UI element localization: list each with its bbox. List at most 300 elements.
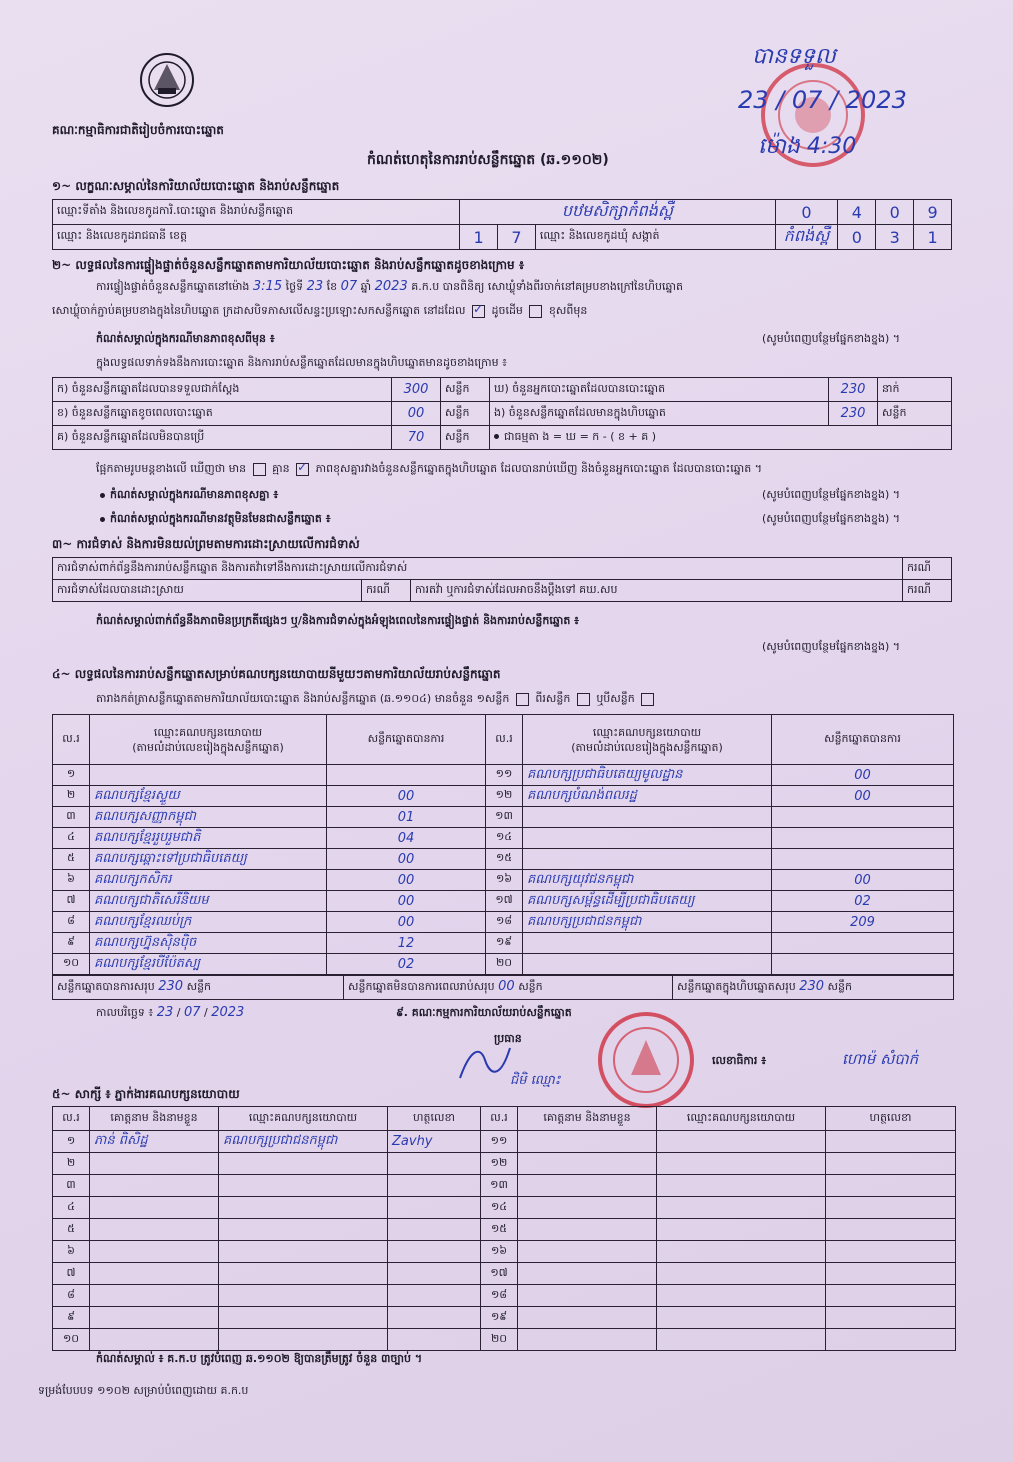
witness-header-no-right: ល.រ: [481, 1107, 518, 1131]
month-label: ខែ: [326, 280, 338, 293]
witness-name: [518, 1263, 657, 1285]
party-votes: 00: [327, 891, 486, 912]
witness-number: ៥: [53, 1219, 90, 1241]
witness-party: [219, 1263, 388, 1285]
party-votes: 01: [327, 807, 486, 828]
witness-number: ១៤: [481, 1197, 518, 1219]
ballot-count-table: [52, 377, 952, 450]
witness-row: [53, 1153, 956, 1175]
witness-signature: [388, 1175, 481, 1197]
committee-label: ៩. គណៈកម្មការការិយាល័យរាប់សន្លឹកឆ្នោត: [396, 1006, 572, 1019]
witness-signature: [826, 1329, 956, 1351]
witness-name: [518, 1307, 657, 1329]
formula-label: ជាធម្មតា ង = ឃ = ក - ( ខ + គ ): [504, 429, 656, 443]
witness-signature: [826, 1285, 956, 1307]
total-box-label: សន្លឹកឆ្នោតក្នុងហិបឆ្នោតសរុប: [677, 980, 796, 993]
no-discrepancy-checkbox[interactable]: [296, 463, 309, 476]
formula-bullet: [494, 434, 499, 439]
party-row: [53, 765, 954, 786]
chair-label: ប្រធាន: [494, 1032, 522, 1045]
witness-row: [53, 1175, 956, 1197]
year-label: ឆ្នាំ: [360, 280, 372, 293]
witness-name: [90, 1197, 219, 1219]
totals-table: [52, 975, 954, 1000]
province-code-2: 7: [498, 225, 536, 250]
objections-unit: ករណី: [903, 558, 952, 580]
discrepancy-note-label: កំណត់សម្គាល់ក្នុងករណីមានភាពខុសគ្នា ៖: [110, 488, 279, 501]
discrepancy-tail: ភាពខុសគ្នារវាងចំនួនសន្លឹកឆ្នោតក្នុងហិបឆ្នោត ដែលបានរាប់ឃើញ និងចំនួនអ្នកបោះឆ្នោត ដែលបានបោះឆ្នោត ។: [315, 462, 762, 475]
witness-row: [53, 1307, 956, 1329]
party-votes: 02: [327, 954, 486, 975]
resolved-objections-unit: ករណី: [362, 580, 411, 602]
chair-signature: [455, 1040, 515, 1084]
witness-party: [657, 1263, 826, 1285]
witness-name: [518, 1329, 657, 1351]
party-votes: 02: [772, 891, 954, 912]
party-name: គណបក្សប្រជាជនកម្ពុជា: [523, 912, 772, 933]
col-header-party: [90, 715, 327, 765]
commune-code-2: 3: [876, 225, 914, 250]
party-number: ៩: [53, 933, 90, 954]
appeal-objections-label: ការតវ៉ា ឬការជំទាស់ដែលអាចនឹងប្តឹងទៅ គឃ.សប: [411, 580, 903, 602]
secretary-name: ហោម៉ សំបាក់: [842, 1050, 919, 1068]
section5-title: ៥~ សាក្សី ៖ ភ្នាក់ងារគណបក្សនយោបាយ: [52, 1087, 240, 1101]
witness-number: ១១: [481, 1131, 518, 1153]
total-valid-label: សន្លឹកឆ្នោតបានការសរុប: [57, 980, 155, 993]
witness-number: ៧: [53, 1263, 90, 1285]
witness-party: [657, 1219, 826, 1241]
col-header-no-right: ល.រ: [486, 715, 523, 765]
verification-year: 2023: [374, 279, 408, 294]
party-votes: [772, 954, 954, 975]
total-valid: [53, 976, 344, 1000]
section1-title: ១~ លក្ខណៈសម្គាល់នៃការិយាល័យបោះឆ្នោត និងរាប់សន្លឹកឆ្នោត: [52, 179, 340, 193]
witness-party: [219, 1285, 388, 1307]
location-value: បឋមសិក្សាកំពង់ស្ពឺ: [460, 200, 775, 225]
witness-signature: [388, 1285, 481, 1307]
party-number: ៨: [53, 912, 90, 933]
party-number: ៤: [53, 828, 90, 849]
witness-number: ១៦: [481, 1241, 518, 1263]
ballots-in-box-label: ង) ចំនួនសន្លឹកឆ្នោតដែលមានក្នុងហិបឆ្នោត: [490, 402, 829, 426]
verification-day: 23: [306, 279, 324, 294]
witness-party: [657, 1131, 826, 1153]
party-name: គណបក្សហ្វ៊ុនស៊ិនប៉ិច: [90, 933, 327, 954]
voters-voted-value: 230: [829, 378, 878, 402]
resolved-objections-label: ការជំទាស់ដែលបានដោះស្រាយ: [53, 580, 362, 602]
witness-signature: [388, 1153, 481, 1175]
party-number: ១៩: [486, 933, 523, 954]
total-box-value: 230: [799, 979, 825, 994]
province-label: ឈ្មោះ និងលេខកូដរាជធានី ខេត្ត: [53, 225, 460, 250]
party-header-line1: ឈ្មោះគណបក្សនយោបាយ: [153, 725, 263, 739]
party-name: [90, 765, 327, 786]
party-number: ១៥: [486, 849, 523, 870]
witness-signature: [826, 1175, 956, 1197]
col-header-votes-right: សន្លឹកឆ្នោតបានការ: [772, 715, 954, 765]
witness-party: [657, 1175, 826, 1197]
sheet-count-label: តារាងកត់ត្រាសន្លឹកឆ្នោតតាមការិយាល័យបោះឆ្នោត និងរាប់សន្លឹកឆ្នោត (ឆ.១១០៤) មានចំនួន ១សន្លឹក: [96, 692, 510, 705]
total-box-unit: សន្លឹក: [827, 980, 852, 993]
party-votes: 209: [772, 912, 954, 933]
witness-row: [53, 1131, 956, 1153]
stamp-date: 23 / 07 / 2023: [738, 86, 907, 114]
witness-header-party-right: ឈ្មោះគណបក្សនយោបាយ: [657, 1107, 826, 1131]
party-name: គណបក្សខ្មែរបីប៉ែតស្ប: [90, 954, 327, 975]
section4-title: ៤~ លទ្ធផលនៃការរាប់សន្លឹកឆ្នោតសម្រាប់គណបក្សនយោបាយនីមួយៗតាមការិយាល័យរាប់សន្លឹកឆ្នោត: [52, 667, 501, 681]
party-number: ៦: [53, 870, 90, 891]
witness-number: ៨: [53, 1285, 90, 1307]
witness-party: [219, 1175, 388, 1197]
witness-name: [518, 1219, 657, 1241]
location-code-1: 0: [775, 200, 838, 225]
party-number: ១៣: [486, 807, 523, 828]
witness-signature: Zavhy: [388, 1131, 481, 1153]
witness-signature: [826, 1307, 956, 1329]
irregularity-note-fill: (សូមបំពេញបន្ថែមផ្នែកខាងខ្នង) ។: [762, 640, 901, 653]
party-votes: 12: [327, 933, 486, 954]
total-invalid-label: សន្លឹកឆ្នោតមិនបានការពេលរាប់សរុប: [348, 980, 495, 993]
party-name: គណបក្សបំណង់ពលរដ្ឋ: [523, 786, 772, 807]
party-number: ១: [53, 765, 90, 786]
voters-voted-label: ឃ) ចំនួនអ្នកបោះឆ្នោតដែលបានបោះឆ្នោត: [490, 378, 829, 402]
foreign-object-note-label: កំណត់សម្គាល់ក្នុងករណីមានវត្ថុមិនមែនជាសន្លឹកឆ្នោត ៖: [110, 512, 331, 525]
total-invalid-value: 00: [498, 979, 515, 994]
same-option-label: ដូចដើម: [491, 304, 523, 317]
different-checkbox[interactable]: [529, 305, 542, 318]
spoiled-ballots-value: 00: [392, 402, 441, 426]
party-votes: [772, 828, 954, 849]
witness-table: [52, 1106, 956, 1351]
verification-time: 3:15: [252, 279, 283, 294]
party-header-line1-right: ឈ្មោះគណបក្សនយោបាយ: [592, 725, 702, 739]
party-votes: 00: [772, 786, 954, 807]
unused-ballots-unit: សន្លឹក: [441, 426, 490, 450]
witness-name: [90, 1241, 219, 1263]
chair-name: ជិមិ ឈ្មោះ: [510, 1073, 561, 1088]
spoiled-ballots-unit: សន្លឹក: [441, 402, 490, 426]
unused-ballots-label: គ) ចំនួនសន្លឹកឆ្នោតដែលមិនបានប្រើ: [53, 426, 392, 450]
party-name: គណបក្សសញ្ញាកម្ពុជា: [90, 807, 327, 828]
party-votes: 00: [772, 870, 954, 891]
party-name: គណបក្សខ្មែររួបរួមជាតិ: [90, 828, 327, 849]
party-name: គណបក្សកសិករ: [90, 870, 327, 891]
discrepancy-intro: ផ្អែកតាមរូបមន្តខាងលើ ឃើញថា មាន: [96, 462, 247, 475]
witness-header-party: ឈ្មោះគណបក្សនយោបាយ: [219, 1107, 388, 1131]
one-sheet-checkbox[interactable]: [516, 693, 529, 706]
party-row: [53, 891, 954, 912]
witness-name: [518, 1241, 657, 1263]
witness-signature: [388, 1197, 481, 1219]
witness-number: ៣: [53, 1175, 90, 1197]
three-sheets-label: ឬបីសន្លឹក: [596, 692, 635, 705]
witness-row: [53, 1329, 956, 1351]
witness-number: ១២: [481, 1153, 518, 1175]
footnote: កំណត់សម្គាល់ ៖ គ.ក.ប ត្រូវបំពេញ ឆ.១១០២ ឱ្យបានត្រឹមត្រូវ ចំនួន ៣ច្បាប់ ។: [96, 1352, 423, 1365]
witness-row: [53, 1219, 956, 1241]
witness-number: ១៧: [481, 1263, 518, 1285]
party-name: គណបក្សយុវជនកម្ពុជា: [523, 870, 772, 891]
party-row: [53, 786, 954, 807]
province-code-1: 1: [460, 225, 498, 250]
witness-header-name-right: គោត្តនាម និងនាមខ្លួន: [518, 1107, 657, 1131]
objections-table: [52, 557, 952, 602]
witness-number: ១៨: [481, 1285, 518, 1307]
witness-party: [219, 1197, 388, 1219]
commune-value: កំពង់ស្ពឺ: [775, 225, 838, 250]
ballots-in-box-unit: សន្លឹក: [878, 402, 952, 426]
witness-name: ភាន់ ពិសិដ្ឋ: [90, 1131, 219, 1153]
party-number: ១៨: [486, 912, 523, 933]
party-number: ១០: [53, 954, 90, 975]
witness-name: [90, 1153, 219, 1175]
witness-number: ១០: [53, 1329, 90, 1351]
witness-name: [90, 1219, 219, 1241]
formula-text: [490, 426, 952, 450]
page-title: កំណត់ហេតុនៃការរាប់សន្លឹកឆ្នោត (ឆ.១១០២): [367, 152, 609, 168]
party-name: គណបក្សខ្មែរឈប់ក្រ: [90, 912, 327, 933]
party-votes: 00: [327, 870, 486, 891]
party-row: [53, 954, 954, 975]
different-option-label: ខុសពីមុន: [548, 304, 588, 317]
party-row: [53, 933, 954, 954]
verification-line1-tail: គ.ក.ប បានពិនិត្យ សោឃ្លុំទាំងពីរចាក់នៅគម្របខាងក្រៅនៃហិបឆ្នោត: [411, 280, 683, 293]
unused-ballots-value: 70: [392, 426, 441, 450]
verification-line1: [96, 280, 683, 294]
signing-day: 23: [156, 1005, 174, 1020]
party-number: ២០: [486, 954, 523, 975]
witness-party: [657, 1307, 826, 1329]
party-votes: [772, 849, 954, 870]
party-number: ១២: [486, 786, 523, 807]
commune-label: ឈ្មោះ និងលេខកូដឃុំ សង្កាត់: [535, 225, 775, 250]
witness-party: [219, 1307, 388, 1329]
total-valid-unit: សន្លឹក: [186, 980, 212, 993]
witness-signature: [826, 1219, 956, 1241]
witness-name: [518, 1131, 657, 1153]
party-name: គណបក្សប្រជាធិបតេយ្យមូលដ្ឋាន: [523, 765, 772, 786]
witness-row: [53, 1263, 956, 1285]
three-sheets-checkbox[interactable]: [641, 693, 654, 706]
verification-month: 07: [340, 279, 358, 294]
witness-party: [219, 1241, 388, 1263]
ballots-in-box-value: 230: [829, 402, 878, 426]
party-results-table: [52, 714, 954, 975]
party-votes: 00: [327, 912, 486, 933]
witness-row: [53, 1241, 956, 1263]
official-seal-stamp: [596, 1010, 696, 1110]
objections-label: ការជំទាស់ពាក់ព័ន្ធនឹងការរាប់សន្លឹកឆ្នោត និងការតវ៉ាទៅនឹងការដោះស្រាយលើការជំទាស់: [53, 558, 903, 580]
witness-number: ២: [53, 1153, 90, 1175]
witness-party: [219, 1329, 388, 1351]
party-name: [523, 807, 772, 828]
party-name: [523, 954, 772, 975]
party-number: ២: [53, 786, 90, 807]
form-code: ទម្រង់បែបបទ ១១០២ សម្រាប់បំពេញដោយ គ.ក.ប: [38, 1384, 249, 1397]
commune-code-3: 1: [914, 225, 952, 250]
party-name: គណបក្សសម្ព័ន្ធដើម្បីប្រជាធិបតេយ្យ: [523, 891, 772, 912]
section2-title: ២~ លទ្ធផលនៃការផ្ទៀងផ្ទាត់ចំនួនសន្លឹកឆ្នោតតាមការិយាល័យបោះឆ្នោត និងរាប់សន្លឹកឆ្នោតដូចខាងក្រោម ៖: [52, 258, 525, 272]
location-code-4: 9: [914, 200, 952, 225]
witness-signature: [388, 1307, 481, 1329]
bullet-dot: [100, 493, 105, 498]
signing-date-label: កាលបរិច្ឆេទ ៖: [96, 1006, 154, 1019]
spoiled-ballots-label: ខ) ចំនួនសន្លឹកឆ្នោតខូចពេលបោះឆ្នោត: [53, 402, 392, 426]
witness-number: ៤: [53, 1197, 90, 1219]
org-name: គណៈកម្មាធិការជាតិរៀបចំការបោះឆ្នោត: [52, 123, 224, 137]
witness-signature: [826, 1263, 956, 1285]
witness-party: [657, 1241, 826, 1263]
witness-signature: [388, 1219, 481, 1241]
witness-signature: [388, 1241, 481, 1263]
witness-header-name: គោត្តនាម និងនាមខ្លួន: [90, 1107, 219, 1131]
party-number: ៣: [53, 807, 90, 828]
party-name: [523, 933, 772, 954]
secretary-label: លេខាធិការ ៖: [712, 1054, 767, 1067]
party-number: ១១: [486, 765, 523, 786]
received-ballots-value: 300: [392, 378, 441, 402]
total-box: [673, 976, 954, 1000]
section1-table: [52, 199, 952, 250]
stamp-time: ម៉ោង 4:30: [758, 134, 857, 159]
party-header-line2: (តាមលំដាប់លេខរៀងក្នុងសន្លឹកឆ្នោត): [132, 740, 284, 754]
results-intro: ក្នុងលទ្ធផលទាក់ទងនឹងការបោះឆ្នោត និងការរាប់សន្លឹកឆ្នោតដែលមានក្នុងហិបឆ្នោតមានដូចខាងក្រោម ៖: [96, 356, 507, 369]
witness-name: [518, 1197, 657, 1219]
party-name: គណបក្សខ្មែរស្ទួយ: [90, 786, 327, 807]
signing-month: 07: [183, 1005, 201, 1020]
witness-row: [53, 1197, 956, 1219]
party-votes: 00: [772, 765, 954, 786]
witness-party: [657, 1285, 826, 1307]
witness-header-signature-right: ហត្ថលេខា: [826, 1107, 956, 1131]
party-row: [53, 912, 954, 933]
witness-number: ១៥: [481, 1219, 518, 1241]
party-number: ១៧: [486, 891, 523, 912]
witness-number: ៦: [53, 1241, 90, 1263]
witness-party: [657, 1197, 826, 1219]
witness-row: [53, 1285, 956, 1307]
witness-name: [518, 1175, 657, 1197]
witness-header-signature: ហត្ថលេខា: [388, 1107, 481, 1131]
witness-signature: [826, 1153, 956, 1175]
witness-number: ១៣: [481, 1175, 518, 1197]
location-code-3: 0: [876, 200, 914, 225]
location-code-2: 4: [838, 200, 876, 225]
witness-signature: [826, 1131, 956, 1153]
witness-number: ១: [53, 1131, 90, 1153]
party-votes: 00: [327, 849, 486, 870]
two-sheets-label: ពីរសន្លឹក: [535, 692, 571, 705]
foreign-object-note: [100, 512, 331, 526]
sheet-count-line: [96, 692, 657, 706]
party-name: គណបក្សឆ្ពោះទៅប្រជាធិបតេយ្យ: [90, 849, 327, 870]
received-stamp: [738, 40, 968, 190]
no-discrepancy-label: គ្មាន: [272, 462, 290, 475]
party-votes: [772, 933, 954, 954]
witness-signature: [826, 1197, 956, 1219]
col-header-party-right: [523, 715, 772, 765]
party-name: គណបក្សជាតិសេរីនិយម: [90, 891, 327, 912]
witness-party: [219, 1153, 388, 1175]
witness-name: [90, 1329, 219, 1351]
witness-name: [518, 1153, 657, 1175]
party-row: [53, 849, 954, 870]
witness-name: [90, 1285, 219, 1307]
has-discrepancy-checkbox[interactable]: [253, 463, 266, 476]
difference-note-fill: (សូមបំពេញបន្ថែមផ្នែកខាងខ្នង) ។: [762, 332, 901, 345]
party-votes: [327, 765, 486, 786]
party-name: [523, 849, 772, 870]
irregularity-note-label: កំណត់សម្គាល់ពាក់ព័ន្ធនឹងភាពមិនប្រក្រតីផ្សេងៗ ឬ/និងការជំទាស់ក្នុងអំឡុងពេលនៃការផ្ទៀងផ្ទាត់ និងការរាប់សន្លឹកឆ្នោត ៖: [96, 614, 580, 627]
col-header-votes: សន្លឹកឆ្នោតបានការ: [327, 715, 486, 765]
party-number: ៧: [53, 891, 90, 912]
stamp-received-label: បានទទួល: [752, 44, 836, 69]
witness-name: [518, 1285, 657, 1307]
nec-emblem-logo: [132, 52, 202, 110]
foreign-object-note-fill: (សូមបំពេញបន្ថែមផ្នែកខាងខ្នង) ។: [762, 512, 901, 525]
col-header-no: ល.រ: [53, 715, 90, 765]
party-row: [53, 870, 954, 891]
witness-signature: [388, 1263, 481, 1285]
verification-line2-text: សោឃ្លុំចាក់ភ្ជាប់គម្របខាងក្នុងនៃហិបឆ្នោត ក្រដាសបិទភាសលើសន្ទះប្រឡោះសកសន្លឹកឆ្នោត នៅដដែល: [52, 304, 466, 317]
received-ballots-unit: សន្លឹក: [441, 378, 490, 402]
signing-date: កាលបរិច្ឆេទ ៖ 23 / 07 / 2023: [96, 1005, 245, 1020]
voters-voted-unit: នាក់: [878, 378, 952, 402]
party-votes: 00: [327, 786, 486, 807]
witness-number: ២០: [481, 1329, 518, 1351]
witness-signature: [826, 1241, 956, 1263]
witness-signature: [388, 1329, 481, 1351]
witness-number: ៩: [53, 1307, 90, 1329]
witness-header-no: ល.រ: [53, 1107, 90, 1131]
commune-code-1: 0: [838, 225, 876, 250]
party-header-line2-right: (តាមលំដាប់លេខរៀងក្នុងសន្លឹកឆ្នោត): [571, 740, 723, 754]
witness-name: [90, 1175, 219, 1197]
discrepancy-note-fill: (សូមបំពេញបន្ថែមផ្នែកខាងខ្នង) ។: [762, 488, 901, 501]
difference-note-label: កំណត់សម្គាល់ក្នុងករណីមានភាពខុសពីមុន ៖: [96, 332, 275, 345]
witness-party: [657, 1153, 826, 1175]
two-sheets-checkbox[interactable]: [577, 693, 590, 706]
party-number: ៥: [53, 849, 90, 870]
location-label: ឈ្មោះទីតាំង និងលេខកូដការិ.បោះឆ្នោត និងរាប់សន្លឹកឆ្នោត: [53, 200, 460, 225]
discrepancy-line: [96, 462, 762, 476]
party-number: ១៤: [486, 828, 523, 849]
witness-name: [90, 1307, 219, 1329]
total-invalid-unit: សន្លឹក: [518, 980, 543, 993]
party-row: [53, 807, 954, 828]
day-label: ថ្ងៃទី: [285, 280, 304, 293]
same-checkbox[interactable]: [472, 305, 485, 318]
party-votes: 04: [327, 828, 486, 849]
verification-time-label: ការផ្ទៀងផ្ទាត់ចំនួនសន្លឹកឆ្នោតនៅម៉ោង: [96, 280, 250, 293]
verification-line2: [52, 304, 587, 318]
received-ballots-label: ក) ចំនួនសន្លឹកឆ្នោតដែលបានទទួលជាក់ស្តែង: [53, 378, 392, 402]
discrepancy-note: [100, 488, 278, 502]
total-valid-value: 230: [158, 979, 184, 994]
party-row: [53, 828, 954, 849]
bullet-dot: [100, 517, 105, 522]
signing-year: 2023: [211, 1005, 245, 1020]
party-name: [523, 828, 772, 849]
witness-number: ១៩: [481, 1307, 518, 1329]
witness-party: [657, 1329, 826, 1351]
witness-name: [90, 1263, 219, 1285]
witness-party: គណបក្សប្រជាជនកម្ពុជា: [219, 1131, 388, 1153]
party-number: ១៦: [486, 870, 523, 891]
appeal-objections-unit: ករណី: [903, 580, 952, 602]
party-votes: [772, 807, 954, 828]
witness-party: [219, 1219, 388, 1241]
